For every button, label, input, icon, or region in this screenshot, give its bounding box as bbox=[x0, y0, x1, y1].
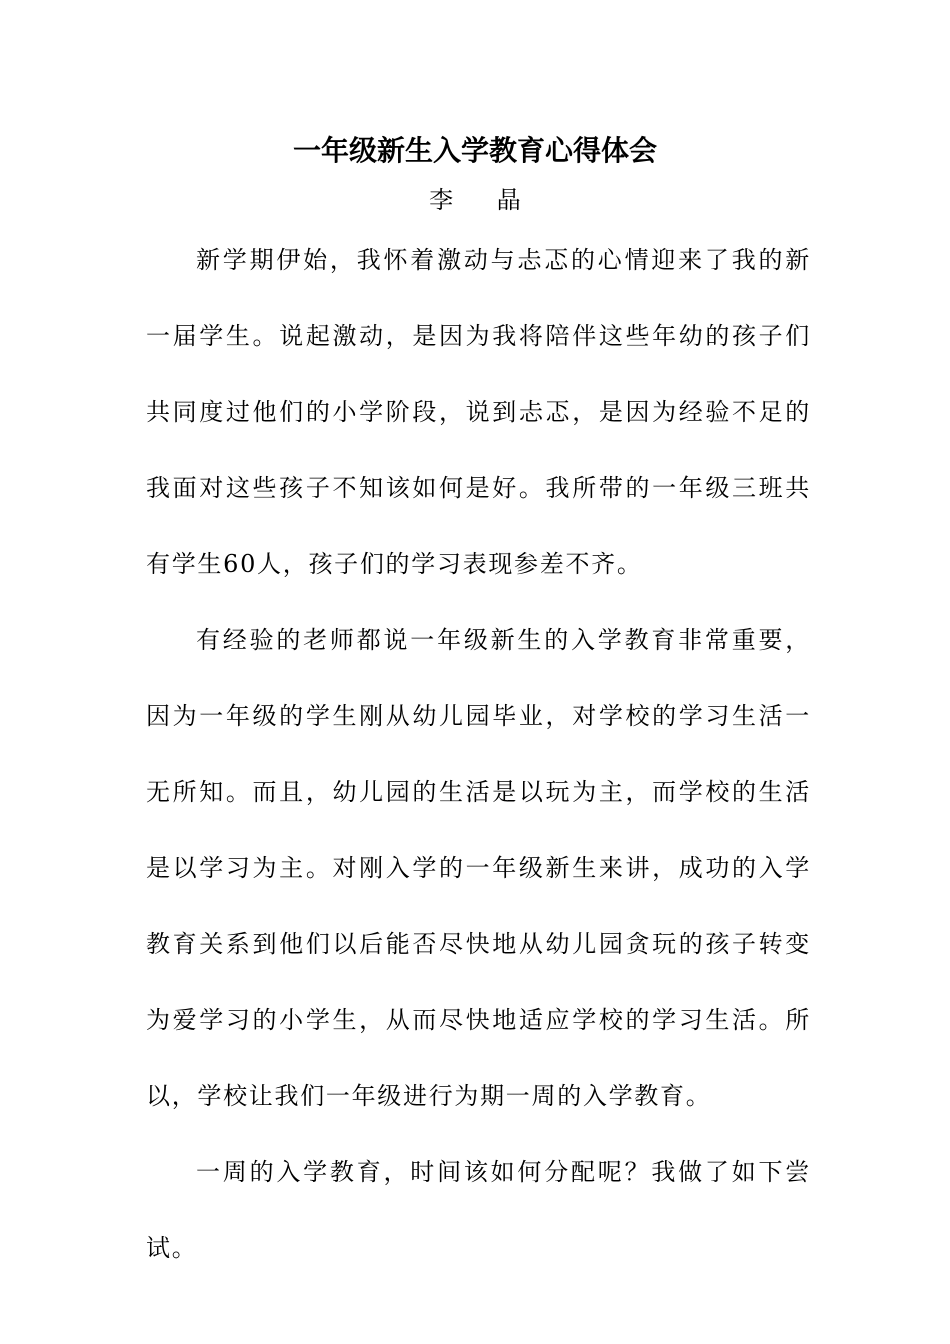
paragraph-1: 新学期伊始，我怀着激动与忐忑的心情迎来了我的新一届学生。说起激动，是因为我将陪伴这些年幼的孩子们共同度过他们的小学阶段，说到忐忑，是因为经验不足的我面对这些孩子不知该如何是好。我所带的一年级三班共有学生60人，孩子们的学习表现参差不齐。 bbox=[146, 246, 811, 578]
paragraph-3: 一周的入学教育，时间该如何分配呢？我做了如下尝试。 bbox=[146, 1158, 811, 1262]
document-body bbox=[146, 222, 811, 1286]
author-name: 李 晶 bbox=[429, 186, 539, 214]
document-title: 一年级新生入学教育心得体会 bbox=[292, 134, 657, 167]
paragraph-2: 有经验的老师都说一年级新生的入学教育非常重要，因为一年级的学生刚从幼儿园毕业，对学校的学习生活一无所知。而且，幼儿园的生活是以玩为主，而学校的生活是以学习为主。对刚入学的一年级新生来讲，成功的入学教育关系到他们以后能否尽快地从幼儿园贪玩的孩子转变为爱学习的小学生，从而尽快地适应学校的学习生活。所以，学校让我们一年级进行为期一周的入学教育。 bbox=[146, 626, 811, 1110]
